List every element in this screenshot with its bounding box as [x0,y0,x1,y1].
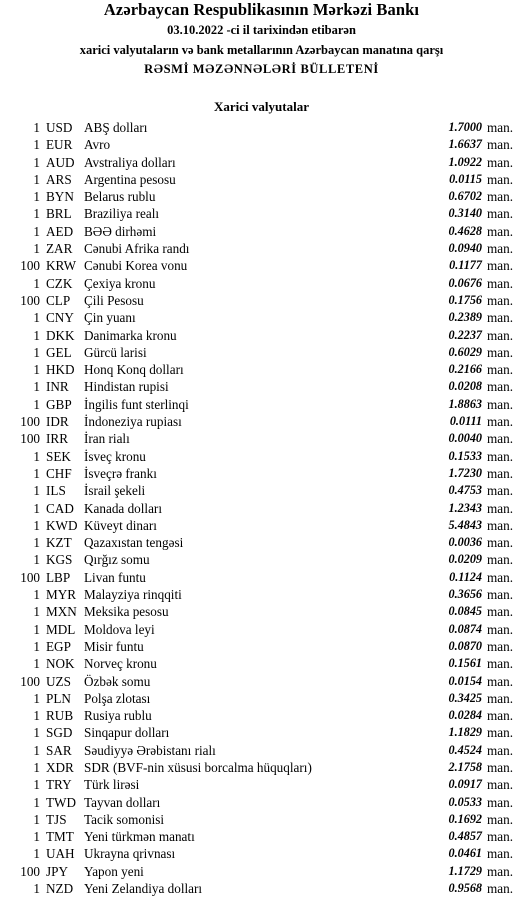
currency-name-cell: Çin yuanı [84,310,136,326]
unit-cell: man. [487,794,514,810]
currency-name-cell: İngilis funt sterlinqi [84,396,189,412]
rate-value-cell: 0.0874 [448,621,482,636]
currency-code-cell: SEK [46,448,71,464]
currency-name-cell: Səudiyyə Ərəbistanı rialı [84,742,216,758]
unit-cell: man. [487,448,514,464]
nominal-cell: 100 [20,292,40,308]
currency-code-cell: MYR [46,587,77,603]
currency-code-cell: MXN [46,604,77,620]
rate-value-cell: 1.7230 [448,465,482,480]
unit-cell: man. [487,396,514,412]
rate-value-cell: 0.6702 [448,189,482,204]
table-row [0,707,523,724]
currency-name-cell: Yeni türkmən manatı [84,829,195,845]
currency-code-cell: ILS [46,483,66,499]
currency-code-cell: TWD [46,794,77,810]
unit-cell: man. [487,483,514,499]
currency-name-cell: Tacik somonisi [84,811,165,827]
currency-name-cell: Avstraliya dolları [84,154,176,170]
unit-cell: man. [487,863,514,879]
currency-name-cell: Avro [84,137,111,153]
table-row [0,673,523,690]
unit-cell: man. [487,587,514,603]
unit-cell: man. [487,344,514,360]
unit-cell: man. [487,206,514,222]
currency-code-cell: CLP [46,292,71,308]
effective-date: 03.10.2022 -ci il tarixindən etibarən [167,23,356,37]
currency-code-cell: MDL [46,621,76,637]
currency-code-cell: KGS [46,552,73,568]
currency-code-cell: KWD [46,517,78,533]
currency-name-cell: Misir funtu [84,638,144,654]
table-row [0,188,523,205]
nominal-cell: 1 [33,517,40,533]
nominal-cell: 1 [33,535,40,551]
nominal-cell: 1 [33,206,40,222]
currency-name-cell: Belarus rublu [84,189,156,205]
rate-value-cell: 0.0676 [448,275,482,290]
table-row [0,603,523,620]
unit-cell: man. [487,708,514,724]
table-row [0,257,523,274]
table-row [0,361,523,378]
table-row [0,638,523,655]
currency-name-cell: Hindistan rupisi [84,379,169,395]
currency-name-cell: İsveçrə frankı [84,465,157,481]
nominal-cell: 100 [20,863,40,879]
unit-cell: man. [487,811,514,827]
table-row [0,448,523,465]
rate-value-cell: 5.4843 [448,517,482,532]
currency-code-cell: LBP [46,569,71,585]
nominal-cell: 1 [33,310,40,326]
currency-code-cell: TMT [46,829,74,845]
currency-code-cell: SGD [46,725,73,741]
rate-value-cell: 0.0111 [449,414,482,429]
table-row [0,534,523,551]
exchange-rates-table [0,119,523,897]
unit-cell: man. [487,846,514,862]
currency-code-cell: NOK [46,656,75,672]
rate-value-cell: 1.8863 [448,396,482,411]
nominal-cell: 100 [20,258,40,274]
rate-value-cell: 1.7000 [448,120,482,134]
currency-code-cell: EGP [46,638,71,654]
bulletin-title: RƏSMİ MƏZƏNNƏLƏRİ BÜLLETENİ [144,62,379,76]
currency-name-cell: Yeni Zelandiya dolları [84,881,203,897]
rate-value-cell: 0.0036 [448,535,482,550]
nominal-cell: 1 [33,154,40,170]
rate-value-cell: 0.2389 [448,310,482,325]
rate-value-cell: 0.1561 [448,656,482,671]
rate-value-cell: 0.0940 [448,241,482,256]
nominal-cell: 1 [33,483,40,499]
rate-value-cell: 0.0461 [448,846,482,861]
table-row [0,378,523,395]
table-row [0,205,523,222]
table-row [0,845,523,862]
unit-cell: man. [487,362,514,378]
nominal-cell: 100 [20,673,40,689]
currency-name-cell: Malayziya rinqqiti [84,587,182,603]
currency-name-cell: Küveyt dinarı [84,517,157,533]
nominal-cell: 100 [20,414,40,430]
currency-name-cell: Moldova leyi [84,621,155,637]
nominal-cell: 1 [33,690,40,706]
nominal-cell: 1 [33,120,40,135]
currency-code-cell: BRL [46,206,72,222]
rate-value-cell: 0.3425 [448,690,482,705]
unit-cell: man. [487,258,514,274]
unit-cell: man. [487,742,514,758]
unit-cell: man. [487,275,514,291]
table-row [0,275,523,292]
table-row [0,569,523,586]
currency-name-cell: Danimarka kronu [84,327,177,343]
nominal-cell: 1 [33,137,40,153]
table-row [0,759,523,776]
nominal-cell: 100 [20,431,40,447]
unit-cell: man. [487,777,514,793]
rate-value-cell: 0.0870 [448,638,482,653]
currency-code-cell: CAD [46,500,74,516]
currency-name-cell: Livan funtu [84,569,146,585]
rate-value-cell: 0.3140 [448,206,482,221]
nominal-cell: 1 [33,829,40,845]
rate-value-cell: 0.4628 [448,223,482,238]
section-title-foreign-currencies: Xarici valyutalar [214,99,309,114]
rate-value-cell: 1.2343 [448,500,482,515]
table-row [0,482,523,499]
currency-name-cell: Yapon yeni [84,863,144,879]
rate-value-cell: 0.1692 [448,811,482,826]
currency-code-cell: CZK [46,275,73,291]
nominal-cell: 1 [33,241,40,257]
table-row [0,292,523,309]
currency-name-cell: Cənubi Afrika randı [84,241,190,257]
unit-cell: man. [487,241,514,257]
unit-cell: man. [487,431,514,447]
rate-value-cell: 0.1756 [448,292,482,307]
rate-value-cell: 0.0040 [448,431,482,446]
nominal-cell: 1 [33,656,40,672]
unit-cell: man. [487,379,514,395]
table-row [0,240,523,257]
currency-code-cell: USD [46,120,73,135]
table-row [0,171,523,188]
unit-cell: man. [487,154,514,170]
unit-cell: man. [487,120,514,135]
currency-code-cell: PLN [46,690,71,706]
currency-name-cell: Tayvan dolları [84,794,161,810]
currency-name-cell: Kanada dolları [84,500,162,516]
currency-name-cell: Argentina pesosu [84,171,176,187]
unit-cell: man. [487,725,514,741]
currency-code-cell: IRR [46,431,68,447]
table-row [0,828,523,845]
table-row [0,465,523,482]
table-row [0,500,523,517]
currency-name-cell: Qırğız somu [84,552,150,568]
table-row [0,223,523,240]
currency-code-cell: KRW [46,258,77,274]
currency-code-cell: ARS [46,171,72,187]
nominal-cell: 1 [33,396,40,412]
currency-code-cell: AUD [46,154,75,170]
unit-cell: man. [487,414,514,430]
nominal-cell: 1 [33,759,40,775]
table-row [0,154,523,171]
table-row [0,794,523,811]
rate-value-cell: 0.0533 [448,794,482,809]
currency-name-cell: İsveç kronu [84,448,146,464]
unit-cell: man. [487,223,514,239]
unit-cell: man. [487,604,514,620]
unit-cell: man. [487,465,514,481]
rate-value-cell: 0.0154 [448,673,482,688]
nominal-cell: 1 [33,881,40,897]
unit-cell: man. [487,569,514,585]
unit-cell: man. [487,189,514,205]
nominal-cell: 1 [33,777,40,793]
currency-code-cell: RUB [46,708,74,724]
nominal-cell: 1 [33,794,40,810]
table-row [0,396,523,413]
nominal-cell: 1 [33,604,40,620]
table-row [0,551,523,568]
nominal-cell: 1 [33,621,40,637]
unit-cell: man. [487,656,514,672]
rate-value-cell: 0.6029 [448,344,482,359]
currency-code-cell: UAH [46,846,75,862]
table-row [0,517,523,534]
unit-cell: man. [487,621,514,637]
nominal-cell: 1 [33,275,40,291]
rate-value-cell: 1.0922 [448,154,482,169]
table-row [0,880,523,897]
table-row [0,690,523,707]
unit-cell: man. [487,829,514,845]
rate-value-cell: 0.0917 [448,777,482,792]
currency-name-cell: Rusiya rublu [84,708,152,724]
table-row [0,136,523,153]
currency-code-cell: ZAR [46,241,73,257]
currency-code-cell: JPY [46,863,68,879]
unit-cell: man. [487,552,514,568]
nominal-cell: 1 [33,638,40,654]
table-row [0,344,523,361]
table-row [0,309,523,326]
currency-code-cell: GEL [46,344,72,360]
currency-code-cell: DKK [46,327,75,343]
table-row [0,119,523,136]
currency-name-cell: İsrail şekeli [84,483,146,499]
currency-code-cell: BYN [46,189,74,205]
currency-name-cell: BƏƏ dirhəmi [84,223,157,239]
nominal-cell: 100 [20,569,40,585]
currency-name-cell: Türk lirəsi [84,777,140,793]
table-row [0,413,523,430]
rate-value-cell: 0.1124 [449,569,482,584]
table-row [0,327,523,344]
currency-code-cell: AED [46,223,74,239]
bulletin-description: xarici valyutaların və bank metallarının Azərbaycan manatına qarşı [79,43,444,57]
unit-cell: man. [487,759,514,775]
table-row [0,430,523,447]
table-row [0,724,523,741]
unit-cell: man. [487,500,514,516]
currency-name-cell: Cənubi Korea vonu [84,258,188,274]
currency-name-cell: Braziliya realı [84,206,160,222]
table-row [0,811,523,828]
currency-name-cell: Özbək somu [84,673,151,689]
rate-value-cell: 1.1729 [448,863,482,878]
unit-cell: man. [487,881,514,897]
rate-value-cell: 0.1533 [448,448,482,463]
rate-value-cell: 0.0284 [448,708,482,723]
unit-cell: man. [487,327,514,343]
table-row [0,586,523,603]
currency-name-cell: Qazaxıstan tengəsi [84,535,184,551]
nominal-cell: 1 [33,448,40,464]
currency-name-cell: SDR (BVF-nin xüsusi borcalma hüquqları) [84,759,312,775]
currency-code-cell: CNY [46,310,74,326]
currency-code-cell: TRY [46,777,72,793]
nominal-cell: 1 [33,725,40,741]
unit-cell: man. [487,292,514,308]
rate-value-cell: 1.1829 [448,725,482,740]
nominal-cell: 1 [33,344,40,360]
unit-cell: man. [487,171,514,187]
currency-code-cell: NZD [46,881,74,897]
currency-name-cell: Çili Pesosu [84,292,144,308]
nominal-cell: 1 [33,552,40,568]
currency-name-cell: Ukrayna qrivnası [84,846,176,862]
currency-code-cell: IDR [46,414,69,430]
rate-value-cell: 0.4753 [448,483,482,498]
table-row [0,863,523,880]
currency-name-cell: Meksika pesosu [84,604,169,620]
currency-code-cell: INR [46,379,69,395]
nominal-cell: 1 [33,189,40,205]
currency-code-cell: CHF [46,465,72,481]
rate-value-cell: 2.1758 [448,759,482,774]
currency-name-cell: Polşa zlotası [84,690,151,706]
nominal-cell: 1 [33,327,40,343]
rate-value-cell: 1.6637 [448,137,482,152]
table-row [0,621,523,638]
currency-name-cell: Gürcü larisi [84,344,147,360]
unit-cell: man. [487,517,514,533]
nominal-cell: 1 [33,500,40,516]
currency-code-cell: HKD [46,362,75,378]
unit-cell: man. [487,673,514,689]
currency-name-cell: Çexiya kronu [84,275,156,291]
currency-code-cell: GBP [46,396,72,412]
currency-name-cell: İran rialı [84,431,130,447]
nominal-cell: 1 [33,362,40,378]
bank-title: Azərbaycan Respublikasının Mərkəzi Bankı [103,0,420,19]
currency-code-cell: TJS [46,811,67,827]
nominal-cell: 1 [33,379,40,395]
nominal-cell: 1 [33,223,40,239]
currency-name-cell: ABŞ dolları [84,120,148,135]
rate-value-cell: 0.0208 [448,379,482,394]
rate-value-cell: 0.4524 [448,742,482,757]
unit-cell: man. [487,535,514,551]
rate-value-cell: 0.0209 [448,552,482,567]
nominal-cell: 1 [33,171,40,187]
rate-value-cell: 0.2166 [448,362,482,377]
nominal-cell: 1 [33,742,40,758]
rate-value-cell: 0.2237 [448,327,482,342]
currency-code-cell: XDR [46,759,74,775]
currency-code-cell: UZS [46,673,71,689]
nominal-cell: 1 [33,587,40,603]
rate-value-cell: 0.1177 [449,258,482,273]
table-row [0,776,523,793]
currency-name-cell: Sinqapur dolları [84,725,170,741]
rate-value-cell: 0.3656 [448,587,482,602]
unit-cell: man. [487,638,514,654]
nominal-cell: 1 [33,846,40,862]
rate-value-cell: 0.9568 [448,881,482,896]
table-row [0,742,523,759]
rate-value-cell: 0.0845 [448,604,482,619]
currency-name-cell: Honq Konq dolları [84,362,184,378]
currency-name-cell: İndoneziya rupiası [84,414,182,430]
unit-cell: man. [487,690,514,706]
unit-cell: man. [487,310,514,326]
nominal-cell: 1 [33,811,40,827]
currency-code-cell: SAR [46,742,72,758]
nominal-cell: 1 [33,708,40,724]
rate-value-cell: 0.4857 [448,829,482,844]
currency-name-cell: Norveç kronu [84,656,157,672]
currency-code-cell: EUR [46,137,73,153]
currency-code-cell: KZT [46,535,72,551]
rate-value-cell: 0.0115 [449,171,482,186]
unit-cell: man. [487,137,514,153]
nominal-cell: 1 [33,465,40,481]
table-row [0,655,523,672]
